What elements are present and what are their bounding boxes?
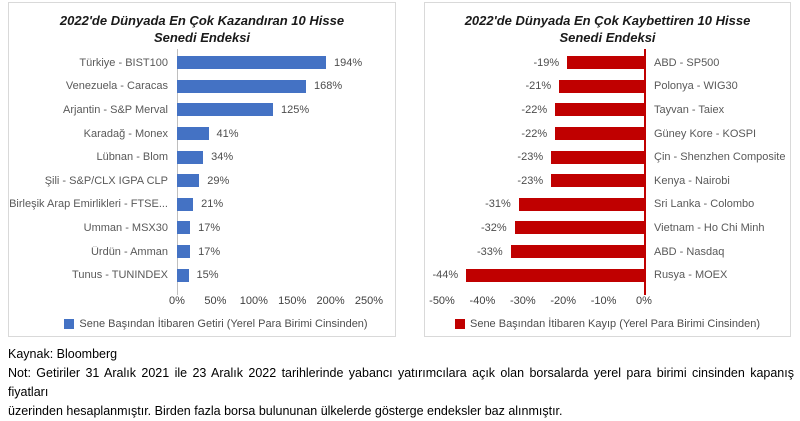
chart-title <box>9 12 395 46</box>
bar-plot <box>177 245 395 258</box>
x-axis-tick-label: 250% <box>354 295 384 307</box>
bar <box>515 221 644 234</box>
bar-row <box>9 193 395 217</box>
value-label: -22% <box>521 103 548 116</box>
value-label: -44% <box>432 269 459 282</box>
bar <box>567 56 644 69</box>
category-label: Rusya - MOEX <box>654 269 728 282</box>
value-label: 29% <box>207 174 230 187</box>
value-label: 17% <box>198 245 221 258</box>
bar-row <box>9 98 395 122</box>
value-label: -19% <box>533 56 560 69</box>
bar <box>177 198 193 211</box>
bar <box>519 198 644 211</box>
category-label: Venezuela - Caracas <box>65 80 168 93</box>
bar <box>555 103 644 116</box>
category-label: Kenya - Nairobi <box>654 174 730 187</box>
value-label: 34% <box>211 151 234 164</box>
bar <box>177 56 326 69</box>
bar-plot <box>177 56 395 69</box>
bar-plot <box>425 103 644 116</box>
bar <box>551 174 644 187</box>
category-label: ABD - SP500 <box>654 56 720 69</box>
category-label: Tunus - TUNINDEX <box>72 269 168 282</box>
x-axis <box>425 293 790 313</box>
x-axis-tick-label: 50% <box>204 295 227 307</box>
bar-plot <box>177 198 395 211</box>
bar-row <box>425 51 790 75</box>
bar-row <box>425 263 790 287</box>
bar <box>177 151 203 164</box>
value-label: -33% <box>477 245 503 258</box>
bar <box>466 269 644 282</box>
x-axis-tick-label: 100% <box>239 295 268 307</box>
losers-chart <box>424 2 791 337</box>
bar-plot <box>177 80 395 93</box>
value-label: 194% <box>334 56 363 69</box>
footer-notes <box>8 345 794 421</box>
note-line1: Not: Getiriler 31 Aralık 2021 ile 23 Aralık 2022 tarihlerinde yabancı yatırımcılara açık olan borsalarda yerel para birimi cinsinden kapanış fiyatları <box>8 366 794 399</box>
plot-area <box>425 51 790 287</box>
category-label: Umman - MSX30 <box>83 221 168 234</box>
x-axis-tick-label: 150% <box>278 295 307 307</box>
category-label: Vietnam - Ho Chi Minh <box>654 221 765 234</box>
bar <box>551 151 644 164</box>
category-label: Polonya - WIG30 <box>654 80 738 93</box>
bar <box>177 103 273 116</box>
plot-area <box>9 51 395 287</box>
value-label: 15% <box>196 269 219 282</box>
category-label: Karadağ - Monex <box>83 127 168 140</box>
category-label: Güney Kore - KOSPI <box>654 127 757 140</box>
bar-plot <box>177 221 395 234</box>
value-label: 41% <box>216 127 239 140</box>
category-label: Lübnan - Blom <box>96 151 168 164</box>
bar <box>177 221 190 234</box>
bar-row <box>425 145 790 169</box>
chart-title-line1: 2022'de Dünyada En Çok Kazandıran 10 Hisse <box>59 13 345 28</box>
bar-row <box>9 75 395 99</box>
bar-row <box>425 98 790 122</box>
bar-plot <box>177 174 395 187</box>
bar-plot <box>425 151 644 164</box>
legend <box>425 318 790 330</box>
category-label: ABD - Nasdaq <box>654 245 725 258</box>
bar-row <box>9 122 395 146</box>
legend-swatch <box>64 319 74 329</box>
category-label: Birleşik Arap Emirlikleri - FTSE... <box>9 198 168 211</box>
value-label: 17% <box>198 221 221 234</box>
legend-label: Sene Başından İtibaren Kayıp (Yerel Para Birimi Cinsinden) <box>469 318 761 330</box>
bar-plot <box>425 56 644 69</box>
bar <box>177 269 189 282</box>
bar <box>559 80 644 93</box>
value-label: -32% <box>481 221 507 234</box>
bar-plot <box>425 245 644 258</box>
bar-row <box>425 169 790 193</box>
x-axis-tick-label: -50% <box>429 295 455 307</box>
value-label: 125% <box>281 103 310 116</box>
category-label: Şili - S&P/CLX IGPA CLP <box>44 174 168 187</box>
x-axis-tick-label: -40% <box>469 295 496 307</box>
bar-plot <box>425 198 644 211</box>
bar-row <box>425 216 790 240</box>
bar-row <box>425 240 790 264</box>
value-label: -23% <box>517 151 544 164</box>
bar-plot <box>177 151 395 164</box>
x-axis-tick-label: -10% <box>590 295 617 307</box>
bar <box>177 127 209 140</box>
bar-row <box>9 240 395 264</box>
value-label: -22% <box>521 127 548 140</box>
category-label: Sri Lanka - Colombo <box>654 198 755 211</box>
category-axis-line <box>644 49 646 295</box>
category-label: Ürdün - Amman <box>90 245 168 258</box>
chart-title <box>425 12 790 46</box>
x-axis-tick-label: 0% <box>636 295 652 307</box>
bar-plot <box>425 174 644 187</box>
value-label: -21% <box>525 80 552 93</box>
category-label: Türkiye - BIST100 <box>79 56 168 69</box>
bar <box>511 245 644 258</box>
value-label: 21% <box>201 198 224 211</box>
category-label: Arjantin - S&P Merval <box>63 103 168 116</box>
value-label: -23% <box>517 174 544 187</box>
bar-row <box>9 216 395 240</box>
bar <box>555 127 644 140</box>
chart-title-line1: 2022'de Dünyada En Çok Kaybettiren 10 Hisse <box>464 13 751 28</box>
chart-title-line2: Senedi Endeksi <box>153 30 251 45</box>
x-axis <box>9 293 395 313</box>
category-label: Tayvan - Taiex <box>654 103 725 116</box>
bar-row <box>9 145 395 169</box>
gainers-chart <box>8 2 396 337</box>
bar-row <box>425 75 790 99</box>
bar <box>177 245 190 258</box>
chart-title-line2: Senedi Endeksi <box>559 30 656 45</box>
bar-plot <box>425 80 644 93</box>
bar-row <box>9 169 395 193</box>
x-axis-tick-label: -20% <box>550 295 577 307</box>
bar-plot <box>177 103 395 116</box>
legend <box>23 318 409 330</box>
bar-plot <box>425 127 644 140</box>
value-label: -31% <box>485 198 511 211</box>
source-line: Kaynak: Bloomberg <box>8 347 118 361</box>
bar-plot <box>425 221 644 234</box>
x-axis-tick-label: 200% <box>316 295 345 307</box>
bar-plot <box>177 127 395 140</box>
bar-plot <box>425 269 644 282</box>
bar-row <box>9 51 395 75</box>
x-axis-tick-label: 0% <box>169 295 185 307</box>
bar-plot <box>177 269 395 282</box>
legend-swatch <box>455 319 465 329</box>
bar <box>177 174 199 187</box>
bar-row <box>425 122 790 146</box>
bar <box>177 80 306 93</box>
x-axis-tick-label: -30% <box>509 295 536 307</box>
category-label: Çin - Shenzhen Composite <box>654 151 786 164</box>
bar-row <box>9 263 395 287</box>
note-line2: üzerinden hesaplanmıştır. Birden fazla borsa bulununan ülkelerde gösterge endeksler baz alınmıştır. <box>8 404 563 418</box>
bar-row <box>425 193 790 217</box>
legend-label: Sene Başından İtibaren Getiri (Yerel Para Birimi Cinsinden) <box>79 318 368 330</box>
value-label: 168% <box>314 80 343 93</box>
